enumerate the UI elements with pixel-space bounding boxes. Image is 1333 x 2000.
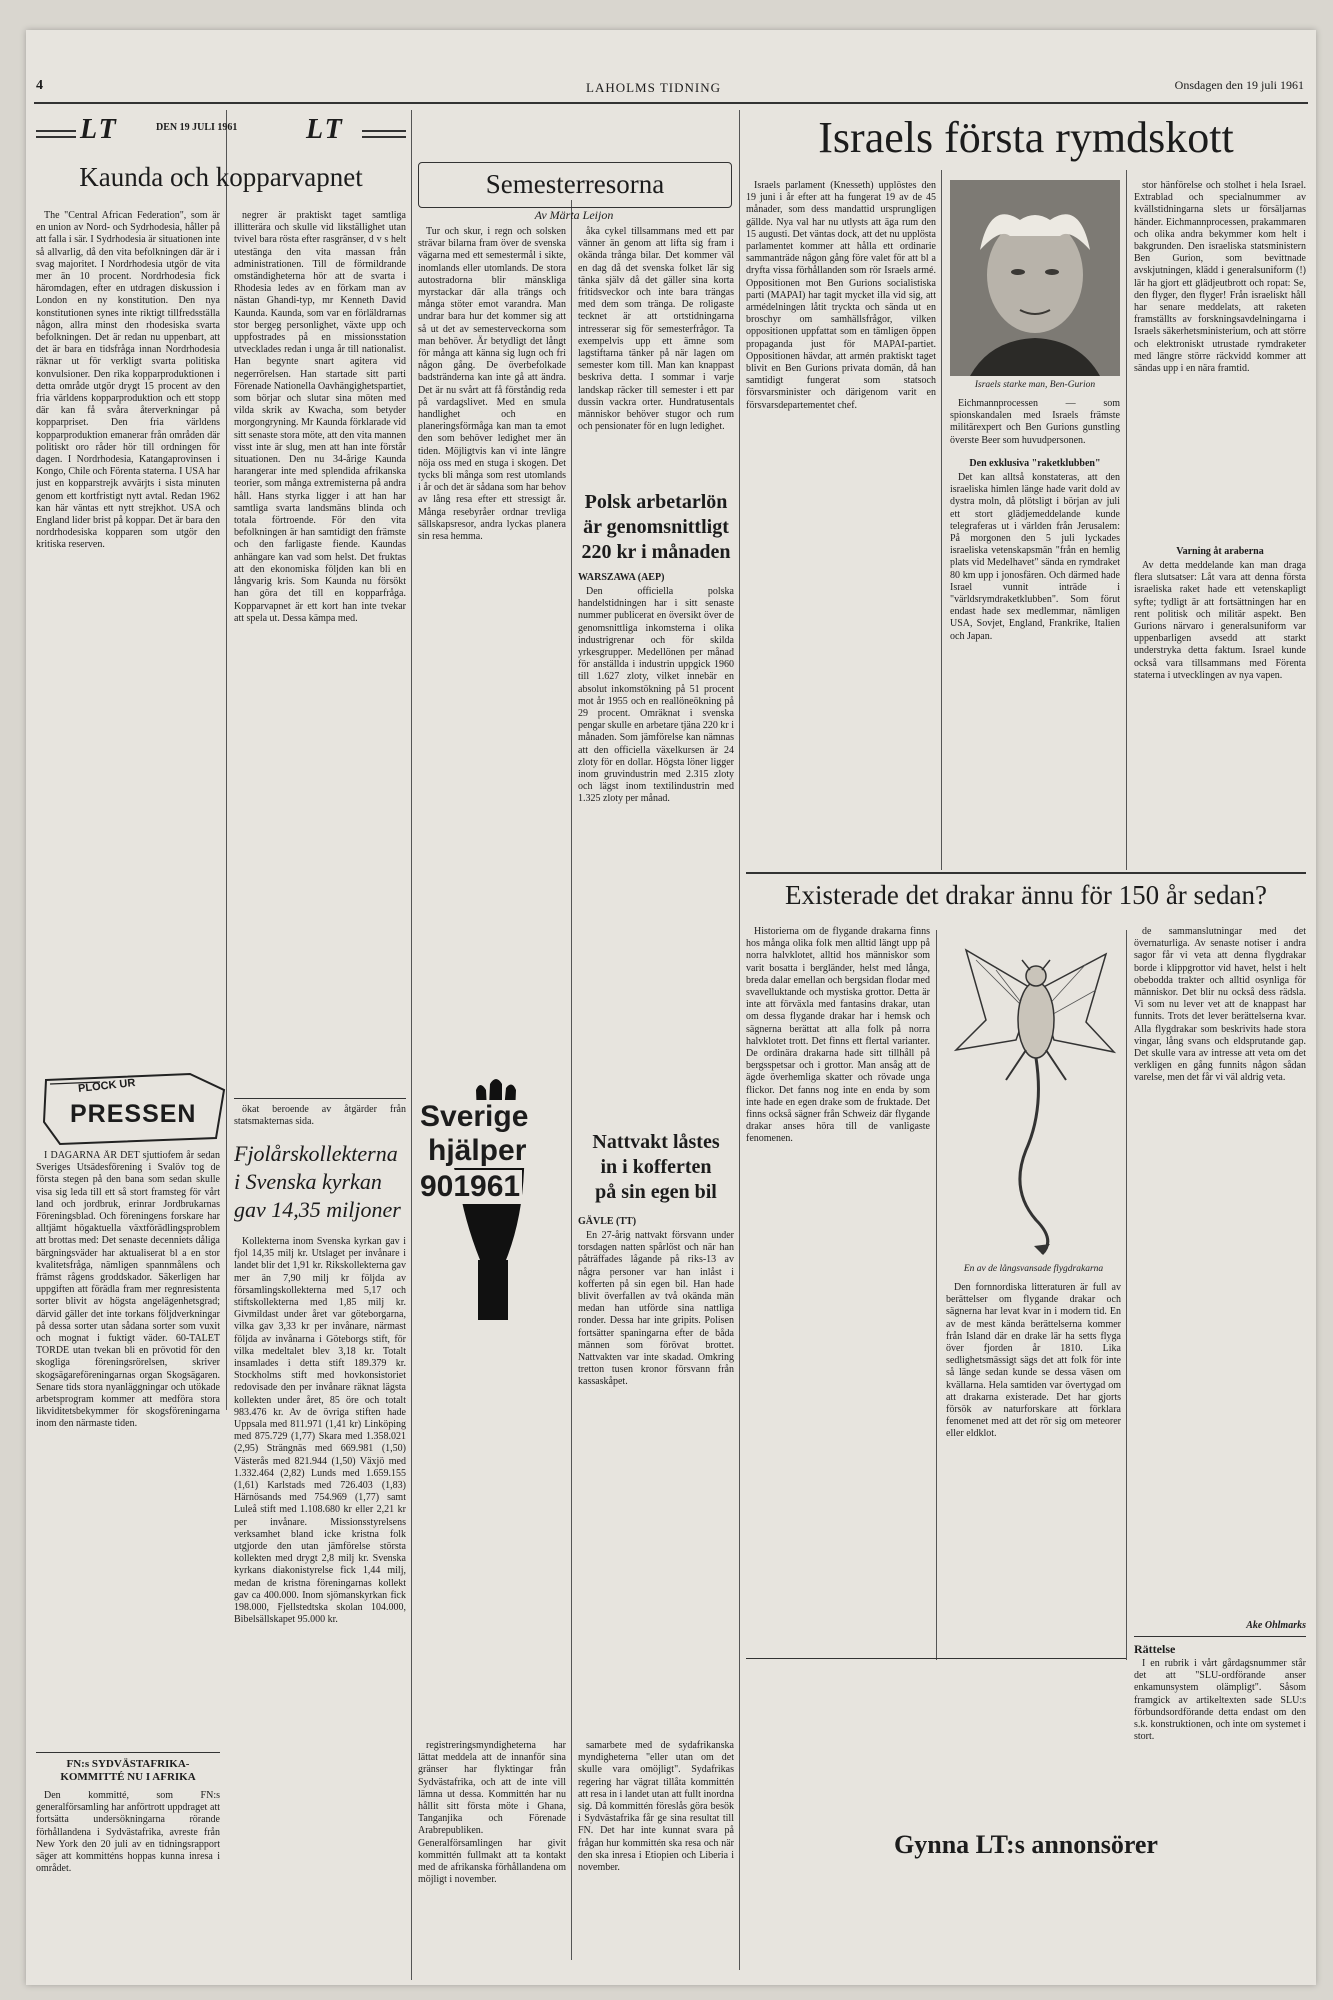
poland-title-line-3: 220 kr i månaden [581, 541, 731, 563]
travel-low-left [418, 1740, 566, 1950]
israel-lead [746, 180, 936, 860]
press-body: I DAGARNA ÄR DET sjuttiofem år sedan Sveriges Utsädesförening i Svalöv tog de första stegen på den bana som sedan skulle visa sig leda till ett så stort framsteg för vårt land och jordbruk, erinrar Jordbrukarnas Föreningsblad. Och föreningens forskare har alltjämt högaktuella växtförädlingsproblem att brottas med: Det senaste decenniets dåliga bärgningsväder har aktualiserat bl a en stor kvalitetsfråga, nämligen spannmålens och främst rågens groddskador. Säkerligen har uppgiften att förädla fram mer regnresistenta sorter blivit av högsta angelägenhetsgrad; därvid gäller det inte torkans följdverkningar på dessa sorter utan sådana sorter som vuxit och mognat i fuktigt väder. 60-TALET TORDE utan tvekan bli en prövotid för den skogliga föreningsrörelsen, skriver skogsägareföreningarnas organ Skogsägaren. Senare tids stora nyanläggningar och utökade arbetsprogram kommer att medföra stora likviditetsbekymmer för skogsföreningarna inom den närmaste tiden. [36, 1150, 220, 1430]
travel-title-box [418, 162, 732, 208]
israel-title: Israels första rymdskott [818, 113, 1234, 162]
israel-col2-text: Eichmannprocessen — som spionskandalen med Israels främste militärexpert och Ben Gurions gunstling överste Beer som huvudpersonen. [950, 398, 1120, 446]
sverige-line-2: hjälper [428, 1134, 527, 1167]
israel-col2b-text: Det kan alltså konstateras, att den israeliska himlen länge hade varit dold av dystra moln, då plötsligt i början av juli ett stort glädjemeddelande kunde telegraferas ut i världen från Jerusalem: På morgonen den 5 juli lyckades israeliska vetenskapsmän "från en hemlig plats vid Medelhavet" sända en rymdraket 80 km upp i jonosfären. Och därmed hade Israel vunnit inträde i "världsrymdraketklubben". Som förut endast hade sex medlemmar, nämligen USA, Sovjet, England, Frankrike, Italien och Japan. [950, 472, 1120, 642]
dragon-signature: Ake Ohlmarks [1246, 1620, 1306, 1631]
israel-subhead-2: Varning åt araberna [1176, 546, 1264, 557]
press-badge-top: PLOCK UR [77, 1077, 136, 1095]
editorial-logo [36, 112, 406, 156]
israel-col3b-text: Av detta meddelande kan man draga flera slutsatser: Låt vara att denna första israeliska raket hade ett vetenskapligt syfte; tydligt är att fortsättningen har en rent politisk och militär aspekt. Ben Gurions närvaro i generalsuniform var uppenbarligen avsedd att starkt understryka detta faktum. Israel kunde också vara tillsammans med Förenta staterna i utvecklingen av nya vapen. [1134, 560, 1306, 681]
issue-date: Onsdagen den 19 juli 1961 [1174, 78, 1304, 92]
night-dateline: GÄVLE (TT) [578, 1216, 637, 1227]
israel-column-3 [1134, 180, 1306, 540]
newspaper-page [26, 30, 1316, 1985]
travel-low-left-text: registreringsmyndigheterna har lättat meddela att de innanför sina gränser har flyktingar från Sydvästafrika, och att de inte vill lämna ut dessa. Kommittén har nu hållit sitt första möte i Ghana, Tanganjika och Förenade Arabrepubliken. Generalförsamlingen har givit kommittén fullmakt att ta kontakt med de afrikanska förhållandena om möjligt i november. [418, 1740, 566, 1886]
editorial-col1-text: The "Central African Federation", som är en union av Nord- och Sydrhodesia, håller på att falla i sär. I Sydrhodesia är situationen inte så allvarlig, då den vita befolkningen där är i svag majoritet. I Nordrhodesia utgör de vita mer än 10 procent. Nordrhodesia fick häromdagen, efter en utdragen diskussion i London en ny konstitution. Den nya konstitutionen synes inte riktigt tillfredsställa någon, allra minst den rhodesiska svarta befolkningen. Det är redan nu uppenbart, att det är bara en tidsfråga innan Nordrhodesia räknar ut för verkligt svarta politiska konvulsioner. Den rika kopparproduktionen i detta område utgör drygt 15 procent av den fria världens kopparproduktion och ett stopp där kan få svåra återverkningar på kopparpriset. Den fria världens kopparproduktion emanerar från områden där politiskt oro råder hör till ordningen för dagen. I Nordrhodesia, Katangaprovinsen i Kongo, Chile och Förenta staterna. I USA har just en kopparstrejk avvärjts i sista minuten genom ett kortfristigt nytt avtal. Redan 1962 kan här väntas ett nytt strejkhot. USA och England lider brist på koppar. Det är bara den nordrhodesiska kopparen som utgör den kritiska reserven. [36, 210, 220, 551]
editorial-tail [234, 1104, 406, 1134]
ben-gurion-caption: Israels starke man, Ben-Gurion [974, 380, 1096, 390]
fn-committee-title: FN:s SYDVÄSTAFRIKA-KOMMITTÉ NU I AFRIKA [60, 1758, 196, 1783]
israel-column-2 [950, 398, 1120, 450]
travel-col2-text: åka cykel tillsammans med ett par vänner än genom att lifta sig fram i okända trånga bilar. Det kommer väl en dag då det svenska folket lär sig tänka själv då det gäller sina korta fritidsveckor och inte bara trängas med dem som tränga. De roligaste tecknet är att ortstidningarna intresserar sig för semesterfrågor. Ta exempelvis upp ett ämne som lagstiftarna tänker på när lagen om semester kom till. Man kan knappast beskriva detta. I sommar i varje landskap räcker till semester i ett par dussin vackra orter. Hundratusentals människor behöver stugor och rum och pensionater för en lugn ledighet. [578, 226, 734, 433]
night-title-line-3: på sin egen bil [595, 1181, 717, 1203]
editorial-column-1 [36, 210, 220, 1115]
travel-column-2 [578, 226, 734, 476]
correction-text [1134, 1658, 1306, 1750]
church-text [234, 1236, 406, 1886]
church-title-line-3: gav 14,35 miljoner [234, 1197, 401, 1222]
press-text [36, 1150, 220, 1750]
poland-title-line-1: Polsk arbetarlön [584, 491, 728, 513]
portrait-icon [950, 180, 1120, 376]
travel-title: Semesterresorna [485, 169, 665, 199]
church-body: Kollekterna inom Svenska kyrkan gav i fjol 14,35 milj kr. Utslaget per invånare i landet blir det 1,91 kr. Rikskollekterna gav mer än 7,90 milj kr följda av församlingskollekterna med 5,17 och stiftskollekterna med 1,85 milj kr. Givmildast under året var göteborgarna, vilka gav 3,33 kr per invånare, närmast följda av invånarna i Göteborgs stift, för vilka medeltalet blev 3,18 kr. Totalt insamlades i detta stift 189.379 kr. Stockholms stift med hovkonsistoriet redovisade den per invånare räknat lägsta kollekten under året, 85 öre och totalt 983.476 kr. Av de övriga stiften hade Uppsala med 811.971 (1,41 kr) Linköping med 875.729 (1,77) Skara med 1.358.021 (2,95) Strängnäs med 669.981 (1,50) Västerås med 821.944 (1,50) Växjö med 1.332.464 (2,82) Lunds med 1.659.155 (1,61) Karlstads med 726.403 (1,83) Härnösands med 754.969 (1,77) samt Luleå stift med 1.108.680 kr eller 2,21 kr per invånare. Missionsstyrelsens verksamhet bland icke kristna folk utgjorde den utan jämförelse största kollekten med drygt 2,8 milj kr. Svenska kyrkans diakonistyrelse fick 1,44 milj, medan de kristna föreningarnas kollekt gav ca 400.000. Inom sjömanskyrkan fick 198.000, Fjellstedtska skolan 104.000, Bibelsällskapet 95.000 kr. [234, 1236, 406, 1626]
night-title-line-1: Nattvakt låstes [592, 1131, 720, 1153]
israel-column-2b [950, 472, 1120, 862]
israel-lead-text: Israels parlament (Knesseth) upplöstes den 19 juni i år efter att ha fungerat 19 av de 45 månader, som dess mandattid ursprungligen gällde. Nya val har nu utlysts att äga rum den 15 augusti. Det väntas dock, att det nu upplösta parlamentet kommer att hålla ett ordinarie sammanträde någon gång före valet för att bl a dryfta vissa förhållanden som rör Israels armé. Oppositionen mot Ben Gurions socialistiska parti (MAPAI) har tagit mycket illa vid sig, att armédelningen låtit tryckta och sända ut en broschyr om samhällsfrågor, vilken oppositionen uppfattat som en tämligen öppen propaganda just för MAPAI-partiet. Oppositionen hävdar, att armén praktiskt taget blivit en Ben Gurions privata domän, då han samtidigt fungerat som statsoch försvarsminister och därigenom varit en försvarsdepartementet chef. [746, 180, 936, 411]
fn-committee-body: Den kommitté, som FN:s generalförsamling har anförtrott uppdraget att fortsätta undersökningarna rörande förhållandena i Sydvästafrika, avreste från New York den 20 juli av en tidningsrapport säger att kommitténs hoppas kunna inresa i området. [36, 1790, 220, 1875]
fn-committee-text [36, 1790, 220, 1930]
poland-dateline: WARSZAWA (AEP) [578, 572, 665, 583]
church-title-line-2: i Svenska kyrkan [234, 1169, 382, 1194]
editorial-col2-text: negrer är praktiskt taget samtliga illitterära och skulle vid likställighet utan tvivel bara rösta efter rasgränser, d v s helt utestänga den vita massan från administrationen. Till de förmildrande omständigheterna hör att de svarta i Rhodesia ledes av en förkam man av nästan Ghandi-typ, mr Kenneth David Kaunda. Kaunda, som var en förläldrarnas stor bergeg personlighet, växte upp och uppfostrades på en missionsstation utvecklades redan i unga år till nationalist. Han begynte snart agitera vid negerrörelsen. Han startade sitt parti Förenade Nationella Oavhängighetspartiet, som börjar och slutar sina möten med vilda skrik av Kwacha, som betyder morgongryning. Mr Kaunda förklarade vid sitt senaste stora möte, att den vita mannen visst inte är slug, men att han inte förstår situationen. Den nu 34-årige Kaunda harangerar inte med splendida afrikanska teorier, som många extremisterna på andra håll. Hans styrka ligger i att han har samtliga svarta landsmäns blinda och totala förtroende. För den vita befolkningen är han samtidigt den främste och den farligaste fiende. Kaundas anhängare kan vad som helst. Det fruktas att den ekonomiska följden kan bli en långvarig kris. Som Kaunda nu försökt han göra det till en kopparfråga. Kopparvapnet är ett kort han inte tvekar att spela ut. Dessa kämpa med. [234, 210, 406, 624]
editorial-date: DEN 19 JULI 1961 [156, 122, 238, 133]
correction-title: Rättelse [1134, 1642, 1176, 1656]
correction-body: I en rubrik i vårt gårdagsnummer står det att "SLU-ordförande anser enkamunsystem olämpligt". Såsom framgick av artikeltexten sade SLU:s förbundsordförande detta endast om den s.k. konstruktionen, och inte om systemet i stort. [1134, 1658, 1306, 1743]
travel-byline: Av Märta Leijon [534, 208, 614, 222]
israel-subhead: Den exklusiva "raketklubben" [969, 458, 1101, 469]
page-number: 4 [36, 78, 43, 93]
dragon-icon [946, 930, 1121, 1260]
dragon-column-2 [946, 1282, 1121, 1652]
poland-text [578, 586, 734, 1106]
church-title [234, 1140, 406, 1224]
editorial-title: Kaunda och kopparvapnet [79, 162, 363, 192]
editorial-tail-text: ökat beroende av åtgärder från statsmakternas sida. [234, 1104, 406, 1128]
travel-col1-text: Tur och skur, i regn och solsken strävar bilarna fram över de svenska vägarna med ett semestermål i sikte, inomlands eller utomlands. De stora autostradorna blir mänskliga myrstackar där alla trängs och många stöter emot varandra. Man undrar bara hur det kommer sig att så ut det av semesterveckorna som man behöver. Är betydligt det långt för många att känna sig lugn och fri någon gång. De överbefolkade badstränderna kan inte gå att ändra. Det är nu svårt att få förståndig reda på vardagslivet. Med en smula handlighet och en planeringsförmåga kan man ta emot den som behöver ledighet mer än tiden. Möjligtvis kan vi inte längre nöja oss med en stuga i skogen. Det tycks bli många som rest utomlands i år och det är sådana som har behov av lång resa efter ett stressigt år. Många resebyråer ordnar trevliga sällskapsresor, andra lyckas planera sin resa hemma. [418, 226, 566, 543]
ben-gurion-photo [950, 180, 1120, 376]
israel-col3-text: stor hänförelse och stolhet i hela Israel. Extrablad och specialnummer av kvällstidningarna slets ur försäljarnas händer. Eichmannprocessen, prakammaren och olika andra bekymmer kom helt i bakgrunden. Den israeliska statsministern Ben Gurion, som bevittnade avskjutningen, klädd i generalsuniform (!) lär ha gjort ett glädjeutbrott och ropat: Se, den flyger, den flyger! Från israeliskt håll har senare meddelats, att raketen framställts av forskningsavdelningarna i Israels säkerhetsministerium, och att större och elektroniskt utrustade rymdraketer med längre större räckvidd kommer att sändas upp i en nära framtid. [1134, 180, 1306, 375]
sverige-hjalper-ad [418, 1070, 568, 1330]
sverige-line-3: 901961 [420, 1170, 521, 1203]
dragon-col2-text: Den fornnordiska litteraturen är full av berättelser om flygande drakar och sägnerna har levat kvar in i modern tid. En av de mest kända berättelserna kommer från Island där en drake lär ha setts flyga över fjorden år 1810. Lika sedlighetsmässigt sägs det att folk för inte så länge sedan kunde se dessa väsen om kvällarna. Hela samtiden var övertygad om att drakarna existerade. Det har gjorts försök av naturforskare att förklara fenomenet med att det rör sig om meteorer eller eldklot. [946, 1282, 1121, 1440]
press-badge-main: PRESSEN [70, 1100, 197, 1128]
dragon-column-1 [746, 926, 930, 1646]
poland-title-line-2: är genomsnittligt [583, 516, 729, 538]
advertisers-banner: Gynna LT:s annonsörer [894, 1830, 1158, 1859]
israel-column-3b [1134, 560, 1306, 860]
lt-logo-right: LT [306, 114, 344, 145]
editorial-column-2 [234, 210, 406, 1100]
lt-logo-left: LT [80, 114, 118, 145]
night-title [578, 1130, 734, 1205]
dragon-title: Existerade det drakar ännu för 150 år sedan? [784, 880, 1268, 910]
dragon-column-3 [1134, 926, 1306, 1616]
masthead [26, 78, 1316, 102]
poland-title [578, 490, 734, 565]
dragon-illustration [946, 930, 1121, 1260]
church-title-line-1: Fjolårskollekterna [234, 1141, 398, 1166]
night-body: En 27-årig nattvakt försvann under torsdagen natten spårlöst och när han påträffades lågande på riks-13 av några personer var han inlåst i kofferten på sin egen bil. Han hade blivit överfallen av två okända män medan han utförde sina nattliga ronder. Dessa har inte gripits. Polisen fortsätter spaningarna efter de båda männen som förövat brottet. Nattvakten var inte skadad. Omkring tretton tusen kronor försvann från kassaskåpet. [578, 1230, 734, 1388]
press-badge [40, 1070, 230, 1150]
dragon-col3-text: de sammanslutningar med det övernaturliga. Av senaste notiser i andra sagor får vi veta att denna flygdrakar borde i klippgrottor vid havet, helst i helt obebodda trakter och alltid osynliga för människor. Det blir nu också dess rädsla. Vi som nu lever vet att de knappast har funnits. Trots det lever berättelserna kvar. Alla flygdrakar som beskrivits hade stora vingar, lång svans och eldsprutande gap. Det skulle vara av intresse att veta om det verkligen en gång funnits någon sådan varelse, men det får vi väl aldrig veta. [1134, 926, 1306, 1084]
sverige-line-1: Sverige [420, 1100, 529, 1133]
travel-low-right [578, 1740, 734, 1950]
travel-column-1 [418, 226, 566, 1016]
night-title-line-2: in i kofferten [600, 1156, 712, 1178]
night-text [578, 1230, 734, 1730]
dragon-caption: En av de långsvansade flygdrakarna [963, 1264, 1104, 1274]
newspaper-name: LAHOLMS TIDNING [586, 80, 722, 95]
poland-body: Den officiella polska handelstidningen har i sitt senaste nummer publicerat en översikt över de genomsnittliga inkomsterna i olika industrigrenar och för skilda yrkesgrupper. Medellönen per månad för anställda i industrin uppgick 1960 till 1.627 zloty, vilket innebär en absolut inkomstökning på 51 procent mot år 1955 och en reallöneökning på 29 procent. Omräknat i svenska pengar skulle en arbetare tjäna 220 kr i månaden. Som jämförelse kan nämnas att den officiella växelkursen är 24 zloty för en dollar. Högsta löner ligger inom gruvindustrin med 2.315 zloty och lägst inom textilindustrin med 1.325 zloty per månad. [578, 586, 734, 805]
dragon-col1-text: Historierna om de flygande drakarna finns hos många olika folk men alltid längt upp på norra halvklotet, alltid hos människor som varit bosatta i bergländer, helst med långa, breda dalar emellan och bergsidan flodar med svavelluktande och mystiska grottor. Detta är inte att förväxla med fantasins drakar, utan om dessa flygande drakar har i hemsk och sägnerna berättat att alla folk på norra halvklotet trott. Det finns ett flertal varianter. De ordinära drakarna hade sitt tillhåll på bergsspetsar och i grottor. Man ansåg att de ägde överhemliga skatter och rövade unga flickor. Det fanns nog inte en enda by som inte hade en egen drake som de fruktade. Det finns också sägner från Schweiz där flygande drakar anses höra till de vanligaste fenomenen. [746, 926, 930, 1145]
travel-low-right-text: samarbete med de sydafrikanska myndigheterna "eller utan om det skulle vara omöjligt". Sydafrikas regering har vägrat tillåta kommittén att resa in i landet utan att fullt inordna sig. Då kommittén föreslås göra besök i Sydvästafrika får ge sina resultat till FN. Det har inte kunnat svara på frågan hur kommittén ska resa och när den ska inresa i Etiopien och Liberia i november. [578, 1740, 734, 1874]
